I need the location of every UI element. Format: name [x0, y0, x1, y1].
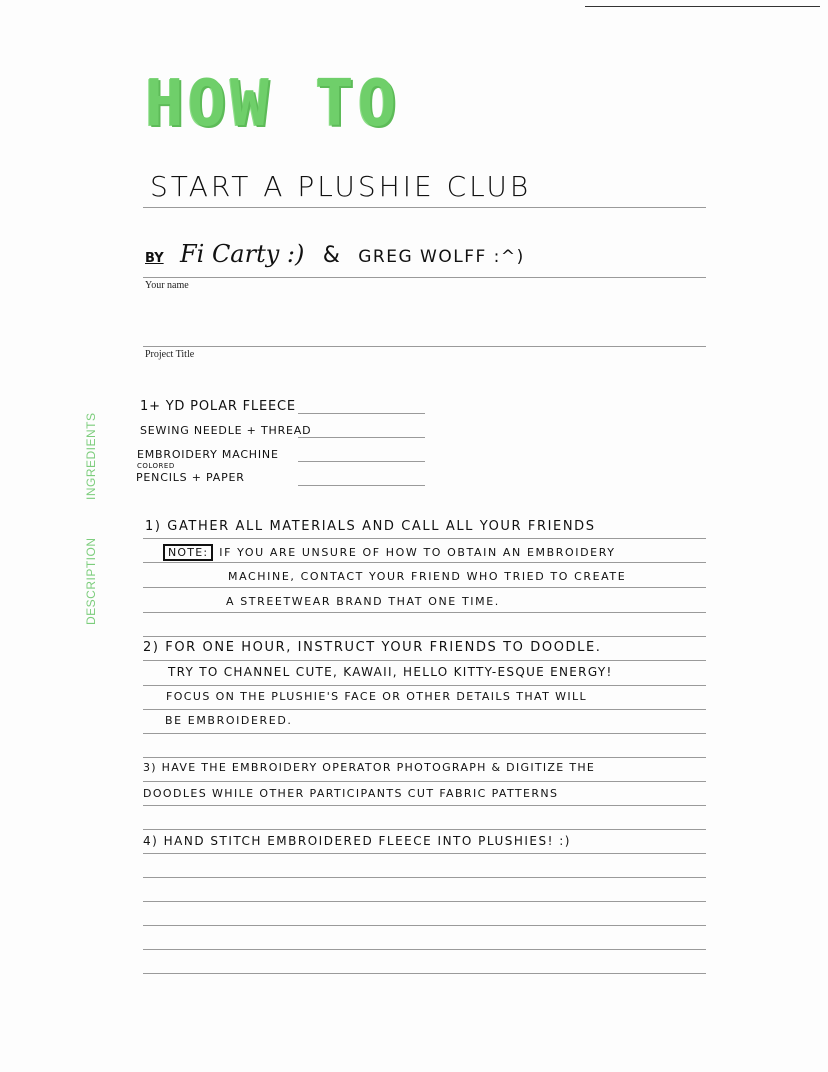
- step-rule: [143, 757, 706, 758]
- ingredient-item: 1+ YD POLAR FLEECE: [140, 399, 296, 414]
- step-2-line-2: TRY TO CHANNEL CUTE, KAWAII, HELLO KITTY-ESQUE ENERGY!: [168, 665, 613, 679]
- step-rule: [143, 805, 706, 806]
- project-title-label: Project Title: [145, 349, 195, 360]
- step-1-line-4: A STREETWEAR BRAND THAT ONE TIME.: [226, 595, 500, 608]
- note-text: IF YOU ARE UNSURE OF HOW TO OBTAIN AN EMBROIDERY: [219, 546, 616, 559]
- top-edge-rule: [585, 6, 820, 7]
- step-3-line-2: DOODLES WHILE OTHER PARTICIPANTS CUT FABRIC PATTERNS: [143, 787, 559, 800]
- ingredient-item: SEWING NEEDLE + THREAD: [140, 424, 312, 437]
- step-1-line-1: 1) GATHER ALL MATERIALS AND CALL ALL YOUR FRIENDS: [145, 519, 596, 534]
- step-rule: [143, 612, 706, 613]
- step-rule: [143, 660, 706, 661]
- blank-rule: [143, 877, 706, 878]
- step-rule: [143, 562, 706, 563]
- ingredient-rule: [298, 485, 425, 486]
- ingredient-rule: [298, 461, 425, 462]
- author-2: GREG WOLFF :^): [358, 247, 525, 267]
- note-label: NOTE:: [163, 544, 213, 561]
- step-1-line-3: MACHINE, CONTACT YOUR FRIEND WHO TRIED TO CREATE: [228, 570, 627, 583]
- step-rule: [143, 709, 706, 710]
- step-2-line-4: BE EMBROIDERED.: [165, 714, 293, 727]
- by-label: BY: [145, 251, 164, 266]
- step-1-line-2: [163, 544, 616, 561]
- how-to-header: HOW TO: [145, 67, 401, 141]
- ampersand: &: [322, 243, 340, 268]
- step-rule: [143, 781, 706, 782]
- step-rule: [143, 636, 706, 637]
- ingredient-item: PENCILS + PAPER: [136, 471, 245, 484]
- your-name-label: Your name: [145, 280, 189, 291]
- blank-rule: [143, 925, 706, 926]
- step-rule: [143, 685, 706, 686]
- author-1: Fi Carty :): [179, 240, 305, 268]
- description-side-label: DESCRIPTION: [84, 537, 98, 625]
- project-title-text: START A PLUSHIE CLUB: [150, 170, 532, 203]
- step-rule: [143, 853, 706, 854]
- step-rule: [143, 829, 706, 830]
- ingredients-side-label: INGREDIENTS: [84, 412, 98, 500]
- name-rule: [143, 277, 706, 278]
- step-rule: [143, 733, 706, 734]
- step-2-line-1: 2) FOR ONE HOUR, INSTRUCT YOUR FRIENDS TO DOODLE.: [143, 640, 602, 655]
- step-2-line-3: FOCUS ON THE PLUSHIE'S FACE OR OTHER DETAILS THAT WILL: [166, 690, 588, 703]
- title-rule: [143, 207, 706, 208]
- step-rule: [143, 587, 706, 588]
- ingredient-prefix: COLORED: [137, 462, 175, 470]
- step-4-line-1: 4) HAND STITCH EMBROIDERED FLEECE INTO PLUSHIES! :): [143, 834, 571, 848]
- blank-rule: [143, 949, 706, 950]
- ingredient-rule: [298, 413, 425, 414]
- blank-rule: [143, 973, 706, 974]
- ingredient-rule: [298, 437, 425, 438]
- step-3-line-1: 3) HAVE THE EMBROIDERY OPERATOR PHOTOGRAPH & DIGITIZE THE: [143, 761, 596, 774]
- byline: [145, 240, 525, 268]
- blank-rule: [143, 901, 706, 902]
- step-rule: [143, 538, 706, 539]
- ingredient-item: EMBROIDERY MACHINE: [137, 448, 279, 461]
- project-title-rule: [143, 346, 706, 347]
